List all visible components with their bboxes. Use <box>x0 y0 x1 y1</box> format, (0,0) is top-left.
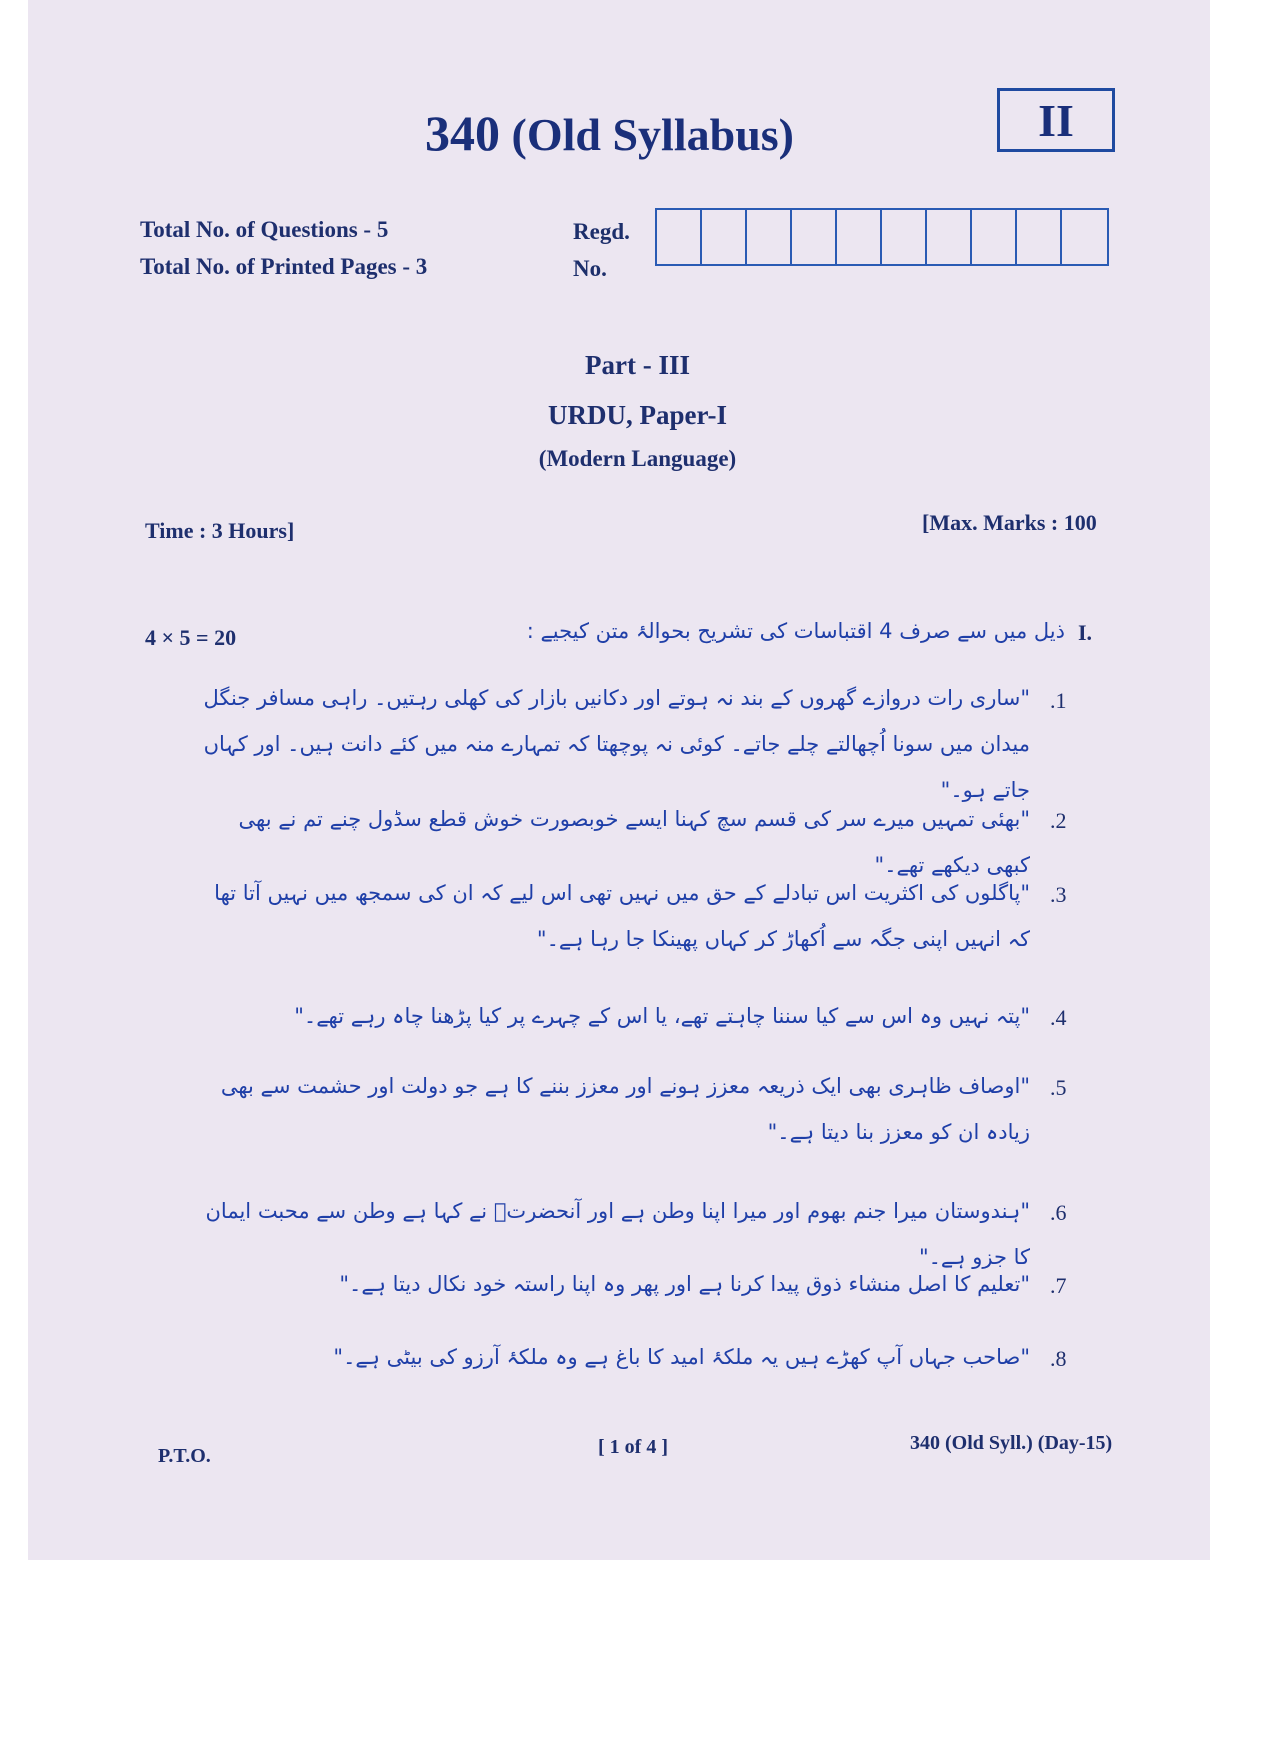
quote-item: "ساری رات دروازے گھروں کے بند نہ ہوتے اور دکانیں بازار کی کھلی رہتیں۔ راہی مسافر جنگل میدان میں سونا اُچھالتے چلے جاتے۔ کوئی نہ پوچھتا کہ تمہارے منہ میں کئے دانت ہیں۔ اور کہاں جاتے ہو۔" <box>203 686 1030 802</box>
question-marks: 4 × 5 = 20 <box>145 625 237 650</box>
quote-item: "پتہ نہیں وہ اس سے کیا سننا چاہتے تھے، یا اس کے چہرے پر کیا پڑھنا چاہ رہے تھے۔" <box>294 1004 1030 1028</box>
max-marks: [Max. Marks : 100 <box>922 510 1097 535</box>
paper-title <box>425 104 794 162</box>
paper-footer-code: 340 (Old Syll.) (Day-15) <box>910 1432 1113 1454</box>
set-number: II <box>1038 94 1074 146</box>
regd-digit-box[interactable] <box>657 210 702 264</box>
set-number-box <box>997 88 1115 152</box>
part-label: Part - III <box>585 350 690 380</box>
regd-digit-box[interactable] <box>792 210 837 264</box>
quote-item: "بھئی تمہیں میرے سر کی قسم سچ کہنا ایسے خوبصورت خوش قطع سڈول چنے تم نے بھی کبھی دیکھے تھے۔" <box>238 807 1030 877</box>
pto-label: P.T.O. <box>158 1445 211 1467</box>
regd-label <box>573 213 630 287</box>
item-number: .2 <box>1050 808 1067 833</box>
quote-item: "تعلیم کا اصل منشاء ذوق پیدا کرنا ہے اور پھر وہ اپنا راستہ خود نکال دیتا ہے۔" <box>339 1272 1030 1296</box>
item-number: .3 <box>1050 882 1067 907</box>
total-pages: Total No. of Printed Pages - 3 <box>140 254 428 279</box>
regd-digit-box[interactable] <box>1062 210 1107 264</box>
paper-code: 340 <box>425 105 500 161</box>
quote-item: "ہندوستان میرا جنم بھوم اور میرا اپنا وطن ہے اور آنحضرتؐ نے کہا ہے وطن سے محبت ایمان کا جزو ہے۔" <box>205 1199 1030 1269</box>
regd-digit-box[interactable] <box>702 210 747 264</box>
regd-digit-box[interactable] <box>882 210 927 264</box>
question-instruction: ذیل میں سے صرف 4 اقتباسات کی تشریح بحوالۂ متن کیجیے : <box>526 619 1065 643</box>
regd-digit-box[interactable] <box>1017 210 1062 264</box>
quote-item: "اوصاف ظاہری بھی ایک ذریعہ معزز ہونے اور معزز بننے کا ہے جو دولت اور حشمت سے بھی زیادہ ان کو معزز بنا دیتا ہے۔" <box>220 1074 1030 1144</box>
regd-digit-box[interactable] <box>747 210 792 264</box>
item-number: .7 <box>1050 1273 1067 1298</box>
regd-number-boxes[interactable] <box>655 208 1109 266</box>
quote-item: "پاگلوں کی اکثریت اس تبادلے کے حق میں نہیں تھی اس لیے کہ ان کی سمجھ میں نہیں آتا تھا کہ انہیں اپنی جگہ سے اُکھاڑ کر کہاں پھینکا جا رہا ہے۔" <box>214 881 1030 951</box>
regd-digit-box[interactable] <box>927 210 972 264</box>
regd-label-line1: Regd. <box>573 219 630 244</box>
item-number: .1 <box>1050 688 1067 713</box>
item-number: .8 <box>1050 1346 1067 1371</box>
subject-label: URDU, Paper-I <box>548 400 727 430</box>
item-number: .6 <box>1050 1200 1067 1225</box>
item-number: .5 <box>1050 1075 1067 1100</box>
total-questions: Total No. of Questions - 5 <box>140 217 389 242</box>
item-number: .4 <box>1050 1005 1067 1030</box>
regd-label-line2: No. <box>573 256 607 281</box>
quote-item: "صاحب جہاں آپ کھڑے ہیں یہ ملکۂ امید کا باغ ہے وہ ملکۂ آرزو کی بیٹی ہے۔" <box>333 1345 1030 1369</box>
regd-digit-box[interactable] <box>972 210 1017 264</box>
page-number: [ 1 of 4 ] <box>598 1436 668 1458</box>
regd-digit-box[interactable] <box>837 210 882 264</box>
question-number: I. <box>1078 620 1093 645</box>
paper-title-text: (Old Syllabus) <box>511 109 794 160</box>
paper-type: (Modern Language) <box>538 446 737 471</box>
time-label: Time : 3 Hours] <box>145 518 295 543</box>
